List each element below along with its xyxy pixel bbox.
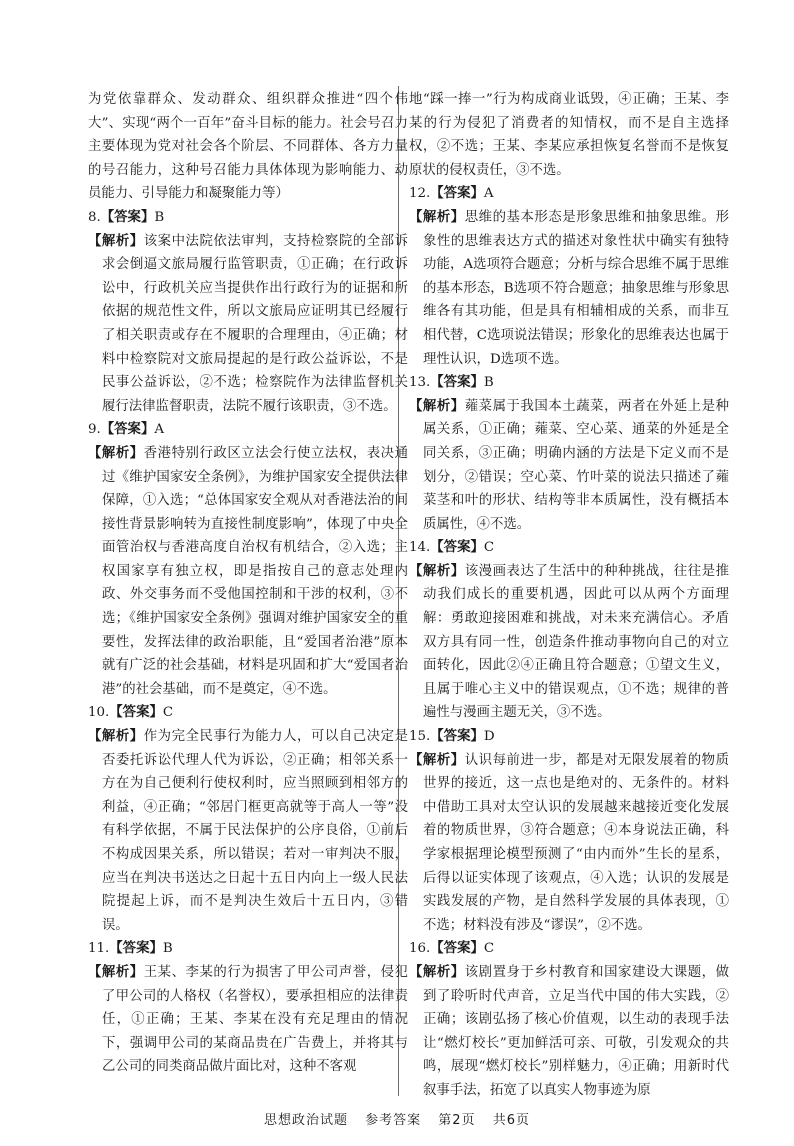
answer-line: [88, 937, 408, 961]
analysis-paragraph: [88, 230, 408, 419]
answer-tag: 【答案】: [430, 374, 484, 391]
analysis-text: 认识每前进一步，都是对无限发展着的物质世界的接近，这一点也是绝对的、无条件的。材料中借助工具对太空认识的发展越来越接近变化发展着的物质世界，③符合题意；④本身说法正确，科学家根据理论模型预测了“由内而外”生长的星系，后得以证实体现了该观点，④入选；认识的发展是实践发展的产物，是自然科学发展的具体表现，①不选；材料没有涉及“谬误”，②不选。: [423, 752, 730, 933]
answer-tag: 【答案】: [430, 539, 484, 556]
answer-value: A: [483, 186, 494, 202]
answer-value: C: [483, 941, 495, 957]
analysis-text: 蕹菜属于我国本土蔬菜，两者在外延上是种属关系，①正确；蕹菜、空心菜、通菜的外延是全同关系，③正确；明确内涵的方法是下定义而不是划分，②错误；空心菜、竹叶菜的说法只描述了蕹菜茎和叶的形状、结构等非本质属性，没有概括本质属性，④不选。: [423, 398, 730, 532]
answer-line: [409, 725, 729, 749]
right-continuation-text: 地“踩一捧一”行为构成商业诋毁，④正确；王某、李某的行为侵犯了消费者的知情权，而不是自主选择权，②不选；王某、李某应承担恢复名誉而不是恢复原状的侵权责任，③不选。: [409, 92, 729, 178]
answer-tag: 【答案】: [100, 208, 155, 225]
answer-value: C: [162, 705, 174, 721]
analysis-paragraph: [88, 725, 408, 937]
footer-page-number: 第2页: [438, 1113, 476, 1128]
answer-line: [88, 701, 408, 725]
answer-tag: 【答案】: [109, 704, 163, 721]
question-number: 8.: [88, 209, 101, 225]
question-8: [88, 206, 408, 418]
answer-value: B: [162, 941, 173, 957]
answer-line: [409, 536, 729, 560]
footer-page-total: 共6页: [492, 1113, 530, 1128]
answer-value: A: [154, 422, 165, 438]
answer-tag: 【答案】: [430, 940, 484, 957]
analysis-paragraph: [409, 749, 729, 938]
analysis-paragraph: [409, 206, 729, 371]
answer-tag: 【答案】: [430, 185, 484, 202]
question-13: [409, 371, 729, 536]
analysis-paragraph: [88, 442, 408, 702]
answer-value: B: [483, 375, 494, 391]
analysis-tag: 【解析】: [409, 397, 465, 414]
analysis-text: 该案中法院依法审判，支持检察院的全部诉求会倒逼文旅局履行监管职责，①正确；在行政诉讼中，行政机关应当提供作出行政行为的证据和所依据的规范性文件，所以文旅局应证明其已经履行了相关职责或存在不履职的合理理由，④正确；材料中检察院对文旅局提起的是行政公益诉讼，不是民事公益诉讼，②不选；检察院作为法律监督机关履行法律监督职责，法院不履行该职责，③不选。: [102, 233, 409, 414]
answer-tag: 【答案】: [430, 728, 484, 745]
analysis-tag: 【解析】: [88, 232, 144, 249]
analysis-tag: 【解析】: [88, 444, 144, 461]
question-9: [88, 418, 408, 701]
answer-line: [88, 418, 408, 442]
analysis-text: 香港特别行政区立法会行使立法权，表决通过《维护国家安全条例》，为维护国家安全提供法律保障，①入选；“总体国家安全观从对香港法治的间接性背景影响转为直接性制度影响”，体现了中央全面管治权与香港高度自治权有机结合，②入选；主权国家享有独立权，即是指按自己的意志处理内政、外交事务而不受他国控制和干涉的权利，③不选；《维护国家安全条例》强调对维护国家安全的重要性，发挥法律的政治职能，且“爱国者治港”原本就有广泛的社会基础，材料是巩固和扩大“爱国者治港”的社会基础，而不是奠定，④不选。: [102, 445, 409, 697]
analysis-text: 思维的基本形态是形象思维和抽象思维。形象性的思维表达方式的描述对象性状中确实有独特功能，A选项符合题意；分析与综合思维不属于思维的基本形态，B选项不符合题意；抽象思维与形象思维各有其功能，但是具有相辅相成的关系，而非互相代替，C选项说法错误；形象化的思维表达也属于理性认识，D选项不选。: [423, 209, 730, 367]
analysis-tag: 【解析】: [409, 963, 465, 980]
answer-tag: 【答案】: [100, 421, 155, 438]
analysis-tag: 【解析】: [409, 751, 465, 768]
left-continuation-text: 为党依靠群众、发动群众、组织群众推进“四个伟大”、实现“两个一百年”奋斗目标的能力。社会号召力主要体现为党对社会各个阶层、不同群体、各方力量的号召能力，这种号召能力具体体现为影响能力、动员能力、引导能力和凝聚能力等）: [88, 92, 408, 202]
left-column: [88, 88, 408, 1079]
answer-value: C: [483, 540, 495, 556]
answer-tag: 【答案】: [109, 940, 163, 957]
analysis-tag: 【解析】: [409, 208, 465, 225]
right-column: [409, 88, 729, 1103]
answer-line: [409, 182, 729, 206]
answer-value: D: [483, 729, 495, 745]
analysis-paragraph: [409, 395, 729, 537]
page-footer: [0, 1109, 794, 1128]
analysis-text: 作为完全民事行为能力人，可以自己决定是否委托诉讼代理人代为诉讼，②正确；相邻关系一方在为自己便利行使权利时，应当照顾到相邻方的利益，④正确；“邻居门框更高就等于高人一等”没有科学依据，不属于民法保护的公序良俗，①前后不构成因果关系，所以错误；若对一审判决不服，应当在判决书送达之日起十五日内向上一级人民法院提起上诉，而不是判决生效后十五日内，③错误。: [102, 729, 409, 933]
analysis-text: 王某、李某的行为损害了甲公司声誉，侵犯了甲公司的人格权（名誉权），要承担相应的法律责任，①正确；王某、李某在没有充足理由的情况下，强调甲公司的某商品贵在广告费上，并将其与乙公司的同类商品做片面比对，这种不客观: [102, 964, 409, 1075]
question-15: [409, 725, 729, 937]
question-number: 14.: [409, 540, 431, 556]
analysis-tag: 【解析】: [88, 963, 144, 980]
question-number: 9.: [88, 422, 101, 438]
answer-line: [88, 206, 408, 230]
question-11: [88, 937, 408, 1079]
question-12: [409, 182, 729, 371]
analysis-paragraph: [409, 961, 729, 1103]
question-number: 16.: [409, 941, 431, 957]
analysis-tag: 【解析】: [88, 728, 144, 745]
analysis-paragraph: [88, 961, 408, 1079]
analysis-paragraph: [409, 560, 729, 725]
question-10: [88, 701, 408, 937]
question-number: 11.: [88, 941, 110, 957]
analysis-text: 该漫画表达了生活中的种种挑战，往往是推动我们成长的重要机遇，因此可以从两个方面理解：勇敢迎接困难和挑战，对未来充满信心。矛盾双方具有同一性，创造条件推动事物向自己的对立面转化，因此②④正确且符合题意；①望文生义，且属于唯心主义中的错误观点，①不选；规律的普遍性与漫画主题无关，③不选。: [423, 563, 730, 721]
question-16: [409, 937, 729, 1102]
question-number: 12.: [409, 186, 431, 202]
question-number: 10.: [88, 705, 110, 721]
question-number: 15.: [409, 729, 431, 745]
footer-subject: 思想政治试题: [263, 1113, 348, 1128]
analysis-tag: 【解析】: [409, 562, 465, 579]
answer-line: [409, 937, 729, 961]
answer-value: B: [154, 209, 165, 225]
analysis-text: 该剧置身于乡村教育和国家建设大课题，做到了聆听时代声音，立足当代中国的伟大实践，②正确；该剧弘扬了核心价值观，以生动的表现手法让“燃灯校长”更加鲜活可亲、可敬，引发观众的共鸣，展现“燃灯校长”别样魅力，④正确；用新时代叙事手法，拓宽了以真实人物事迹为原: [423, 964, 730, 1098]
footer-doc-type: 参考答案: [365, 1113, 422, 1128]
question-14: [409, 536, 729, 725]
question-number: 13.: [409, 375, 431, 391]
answer-line: [409, 371, 729, 395]
